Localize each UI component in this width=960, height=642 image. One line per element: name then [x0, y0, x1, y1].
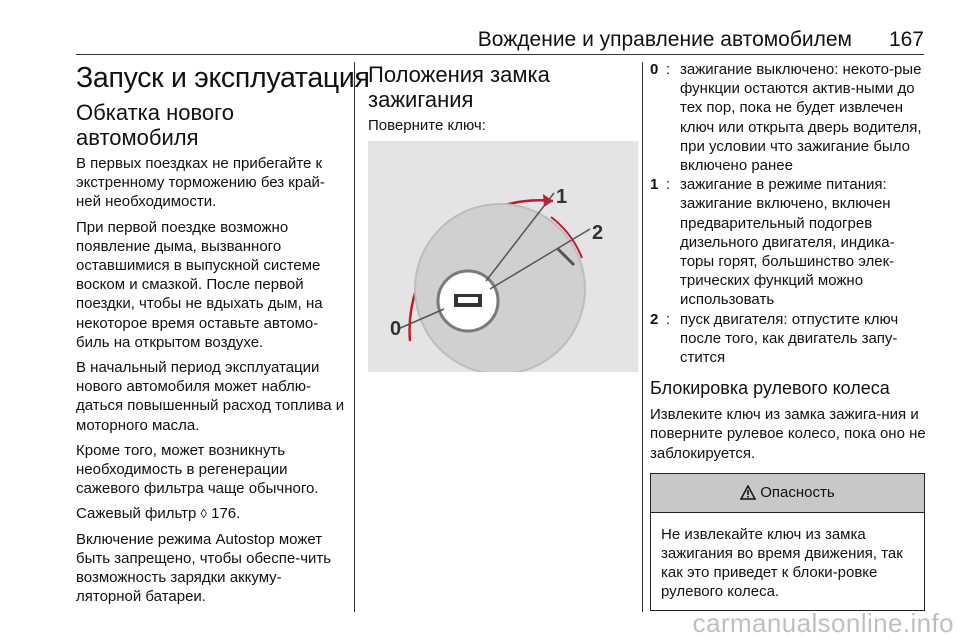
column-divider-1 — [354, 62, 355, 612]
position-label-2: 2 — [592, 222, 604, 245]
warning-header — [651, 474, 924, 513]
page-number: 167 — [888, 28, 924, 51]
position-item — [650, 60, 926, 175]
subsection-heading: Блокировка рулевого колеса — [650, 378, 890, 399]
position-number: 2 — [650, 310, 659, 328]
position-item — [650, 175, 926, 309]
position-colon: : — [666, 310, 671, 328]
paragraph: В первых поездках не прибегайте к экстренному торможению без край-ней необходимости. — [76, 155, 325, 211]
position-label-1: 1 — [556, 186, 568, 209]
page-header — [76, 28, 924, 54]
section-heading: Запуск и эксплуатация — [76, 62, 370, 94]
position-colon: : — [666, 176, 671, 194]
position-colon: : — [666, 61, 671, 78]
column-2 — [368, 60, 638, 372]
position-description: зажигание выключено: некото-рые функции остаются актив-ными до тех пор, пока не будет извлечен ключ или открыта дверь водителя, при условии что зажигание было включено ранее — [680, 61, 922, 175]
column-divider-2 — [642, 62, 643, 612]
paragraph: При первой поездке возможно появление дыма, вызванного оставшимися в выпускной системе воском и смазкой. После первой поездки, чтобы не вдыхать дым, на некоторое время оставьте автомо-биль на открытом воздухе. — [76, 218, 323, 351]
chapter-title: Вождение и управление автомобилем — [477, 28, 852, 51]
key-slot-inner — [458, 297, 478, 303]
position-number: 1 — [650, 176, 659, 194]
position-description: зажигание в режиме питания: зажигание включено, включен предварительный подогрев дизельного двигателя, индика-торы горят, большинство элек-трических функций можно использовать — [680, 176, 895, 309]
paragraph: Включение режима Autostop может быть запрещено, чтобы обеспе-чить возможность зарядки аккуму-ляторной батареи. — [76, 530, 332, 606]
subsection-heading: Обкатка нового автомобиля — [76, 100, 234, 150]
ignition-lock-illustration — [368, 141, 638, 372]
position-label-0: 0 — [390, 318, 402, 341]
subsection-heading: Положения замка зажигания — [368, 62, 550, 112]
cross-reference — [76, 504, 346, 523]
warning-triangle-icon — [740, 485, 756, 500]
reference-page-link[interactable]: 176. — [206, 505, 241, 523]
position-number: 0 — [650, 61, 659, 78]
paragraph: Кроме того, может возникнуть необходимость в регенерации сажевого фильтра чаще обычного. — [76, 441, 319, 498]
paragraph: В начальный период эксплуатации нового автомобиля может наблю-даться повышенный расход топлива и моторного масла. — [76, 359, 345, 434]
header-rule — [76, 54, 924, 55]
position-item — [650, 310, 926, 368]
paragraph: Поверните ключ: — [368, 117, 486, 134]
warning-text: Не извлекайте ключ из замка зажигания во время движения, так как это приведет к блоки-ровке рулевого колеса. — [661, 525, 903, 601]
watermark: carmanualsonline.info — [692, 608, 954, 638]
warning-title: Опасность — [760, 484, 835, 502]
reference-arrow-icon: ◊ — [200, 506, 207, 522]
warning-box — [650, 473, 925, 611]
position-description: пуск двигателя: отпустите ключ после того, как двигатель запу-стится — [680, 310, 899, 367]
ignition-lock-diagram — [368, 141, 638, 372]
column-1 — [76, 60, 370, 612]
column-3 — [650, 60, 926, 611]
reference-text: Сажевый фильтр — [76, 505, 201, 523]
paragraph: Извлеките ключ из замка зажига-ния и поверните рулевое колесо, пока оно не заблокируется. — [650, 406, 926, 462]
